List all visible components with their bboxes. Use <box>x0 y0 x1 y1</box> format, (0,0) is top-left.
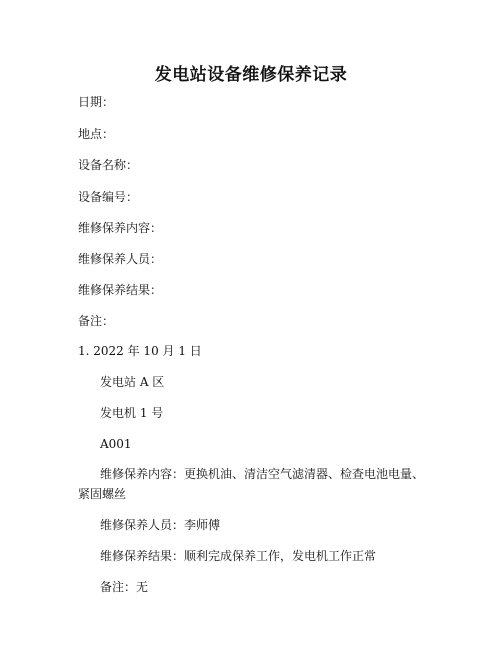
field-personnel: 维修保养人员： <box>78 252 163 266</box>
record-location: 发电站 A 区 <box>100 375 165 389</box>
field-date: 日期： <box>78 95 115 109</box>
page-title: 发电站设备维修保养记录 <box>154 65 348 85</box>
record-equipment-number: A001 <box>100 437 132 451</box>
record-notes: 备注：无 <box>100 580 149 594</box>
field-notes: 备注： <box>78 314 115 328</box>
field-location: 地点： <box>78 127 115 141</box>
record-personnel: 维修保养人员：李师傅 <box>100 518 221 532</box>
field-result: 维修保养结果： <box>78 283 163 297</box>
field-content: 维修保养内容： <box>78 221 163 235</box>
record-equipment-name: 发电机 1 号 <box>100 406 164 420</box>
field-equipment-number: 设备编号： <box>78 190 139 204</box>
record-result: 维修保养结果：顺利完成保养工作，发电机工作正常 <box>100 549 377 563</box>
field-equipment-name: 设备名称： <box>78 158 139 172</box>
record-heading: 1. 2022 年 10 月 1 日 <box>78 344 202 358</box>
record-content: 维修保养内容：更换机油、清洁空气滤清器、检查电池电量、紧固螺丝 <box>78 467 425 501</box>
